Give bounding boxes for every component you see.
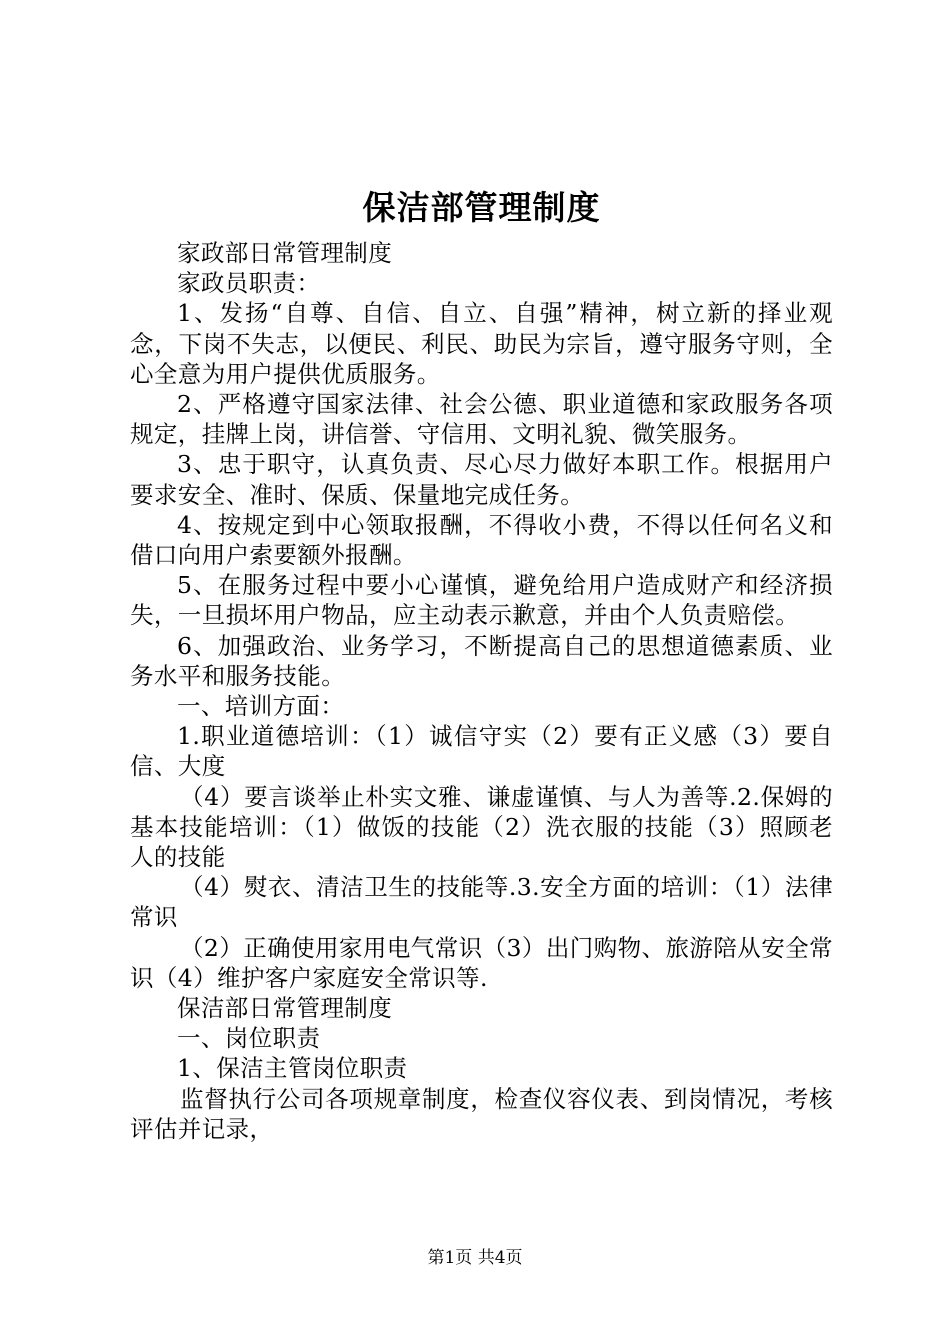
- paragraph: （4）熨衣、清洁卫生的技能等.3.安全方面的培训：（1）法律常识: [130, 873, 833, 932]
- section-heading: 一、岗位职责: [177, 1024, 321, 1053]
- paragraph: （4）要言谈举止朴实文雅、谦虚谨慎、与人为善等.2.保姆的基本技能培训：（1）做饭的技能（2）洗衣服的技能（3）照顾老人的技能: [130, 782, 833, 872]
- paragraph: 2、严格遵守国家法律、社会公德、职业道德和家政服务各项规定，挂牌上岗，讲信誉、守信用、文明礼貌、微笑服务。: [130, 390, 833, 449]
- paragraph: 1.职业道德培训：（1）诚信守实（2）要有正义感（3）要自信、大度: [130, 722, 833, 781]
- section-heading: 一、培训方面：: [177, 692, 345, 721]
- paragraph: 家政员职责：: [177, 269, 321, 298]
- paragraph: 1、发扬“自尊、自信、自立、自强”精神，树立新的择业观念，下岗不失志，以便民、利民、助民为宗旨，遵守服务守则，全心全意为用户提供优质服务。: [130, 299, 833, 388]
- paragraph: 3、忠于职守，认真负责、尽心尽力做好本职工作。根据用户要求安全、准时、保质、保量地完成任务。: [130, 450, 833, 509]
- paragraph: （2）正确使用家用电气常识（3）出门购物、旅游陪从安全常识（4）维护客户家庭安全常识等.: [130, 933, 833, 992]
- paragraph: 5、在服务过程中要小心谨慎，避免给用户造成财产和经济损失，一旦损坏用户物品，应主动表示歉意，并由个人负责赔偿。: [130, 571, 833, 630]
- document-page: [130, 186, 833, 1144]
- paragraph: 监督执行公司各项规章制度，检查仪容仪表、到岗情况，考核评估并记录，: [130, 1084, 833, 1143]
- document-title: 保洁部管理制度: [362, 188, 601, 227]
- section-heading: 保洁部日常管理制度: [177, 994, 393, 1023]
- paragraph: 家政部日常管理制度: [177, 239, 393, 267]
- page-footer: 第1页 共4页: [427, 1248, 523, 1268]
- paragraph: 4、按规定到中心领取报酬，不得收小费，不得以任何名义和借口向用户索要额外报酬。: [130, 510, 833, 570]
- section-heading: 1、保洁主管岗位职责: [177, 1054, 408, 1083]
- paragraph: 6、加强政治、业务学习，不断提高自己的思想道德素质、业务水平和服务技能。: [130, 631, 833, 690]
